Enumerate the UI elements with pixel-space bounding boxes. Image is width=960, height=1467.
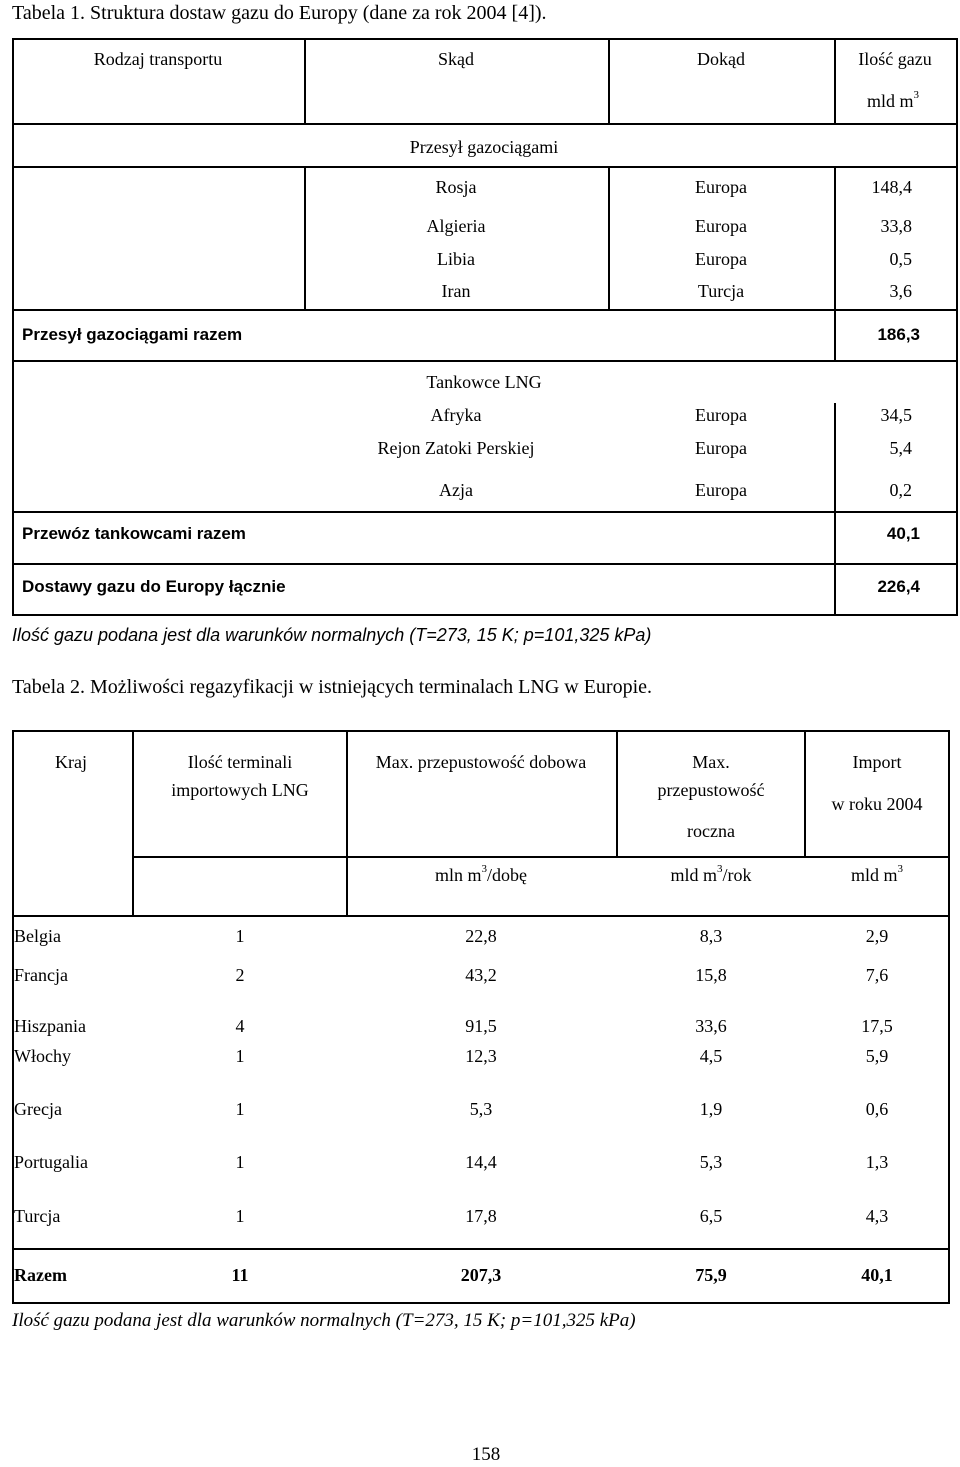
table2-note: Ilość gazu podana jest dla warunków normalnych (T=273, 15 K; p=101,325 kPa) bbox=[12, 1310, 636, 1331]
header-annual-line1: Max. bbox=[692, 752, 730, 772]
cell-terminals: 1 bbox=[235, 926, 245, 946]
cell-terminals: 4 bbox=[235, 1016, 245, 1036]
total-country: Razem bbox=[14, 1265, 67, 1285]
cell-annual: 15,8 bbox=[695, 965, 727, 985]
cell-annual: 33,6 bbox=[695, 1016, 727, 1036]
pipeline-row-to: Europa bbox=[695, 216, 747, 236]
pipeline-row-amount: 148,4 bbox=[871, 177, 912, 197]
header-terminals-line1: Ilość terminali bbox=[187, 752, 293, 772]
cell-annual: 8,3 bbox=[699, 926, 723, 946]
pipeline-row-amount: 3,6 bbox=[889, 281, 912, 301]
cell-import: 2,9 bbox=[865, 926, 889, 946]
cell-annual: 1,9 bbox=[699, 1099, 723, 1119]
lng-row-from: Rejon Zatoki Perskiej bbox=[377, 438, 535, 458]
cell-import: 1,3 bbox=[865, 1152, 889, 1172]
grand-total-value: 226,4 bbox=[877, 577, 920, 596]
cell-daily: 14,4 bbox=[465, 1152, 497, 1172]
lng-total-label: Przewóz tankowcami razem bbox=[22, 524, 246, 543]
table1-caption: Tabela 1. Struktura dostaw gazu do Europy (dane za rok 2004 [4]). bbox=[12, 2, 547, 24]
header-daily: Max. przepustowość dobowa bbox=[375, 752, 587, 772]
cell-terminals: 1 bbox=[235, 1046, 245, 1066]
total-annual: 75,9 bbox=[695, 1265, 727, 1285]
cell-import: 4,3 bbox=[865, 1206, 889, 1226]
header-transport: Rodzaj transportu bbox=[93, 49, 223, 69]
unit-import: mld $m^3$ bbox=[850, 863, 904, 885]
header-import-line2: w roku 2004 bbox=[831, 794, 923, 814]
cell-country: Francja bbox=[14, 965, 68, 985]
lng-row-to: Europa bbox=[695, 405, 747, 425]
header-annual-line3: roczna bbox=[687, 821, 735, 841]
cell-country: Portugalia bbox=[14, 1152, 88, 1172]
header-unit: mld $m^3$ bbox=[867, 89, 920, 111]
grand-total-label: Dostawy gazu do Europy łącznie bbox=[22, 577, 286, 596]
total-import: 40,1 bbox=[861, 1265, 893, 1285]
cell-import: 17,5 bbox=[861, 1016, 893, 1036]
page-number: 158 bbox=[471, 1444, 501, 1465]
lng-row-from: Azja bbox=[439, 480, 473, 500]
table1-note: Ilość gazu podana jest dla warunków normalnych (T=273, 15 K; p=101,325 kPa) bbox=[12, 625, 652, 645]
cell-terminals: 1 bbox=[235, 1099, 245, 1119]
header-amount: Ilość gazu bbox=[858, 49, 932, 69]
total-daily: 207,3 bbox=[460, 1265, 502, 1285]
cell-terminals: 1 bbox=[235, 1206, 245, 1226]
pipeline-row-to: Europa bbox=[695, 177, 747, 197]
pipeline-row-amount: 33,8 bbox=[880, 216, 912, 236]
cell-country: Hiszpania bbox=[14, 1016, 86, 1036]
cell-daily: 5,3 bbox=[469, 1099, 493, 1119]
pipeline-row-from: Iran bbox=[441, 281, 471, 301]
cell-import: 5,9 bbox=[865, 1046, 889, 1066]
header-annual-line2: przepustowość bbox=[657, 780, 765, 800]
header-country: Kraj bbox=[55, 752, 87, 772]
table2-caption: Tabela 2. Możliwości regazyfikacji w istniejących terminalach LNG w Europie. bbox=[12, 676, 653, 698]
unit-daily: mln $m^3$/dobę bbox=[434, 863, 528, 885]
cell-country: Włochy bbox=[14, 1046, 71, 1066]
cell-terminals: 2 bbox=[235, 965, 245, 985]
lng-row-to: Europa bbox=[695, 438, 747, 458]
header-from: Skąd bbox=[438, 49, 474, 69]
pipeline-row-to: Turcja bbox=[697, 281, 745, 301]
lng-row-amount: 34,5 bbox=[880, 405, 912, 425]
cell-country: Belgia bbox=[14, 926, 61, 946]
cell-daily: 91,5 bbox=[465, 1016, 497, 1036]
total-terminals: 11 bbox=[231, 1265, 249, 1285]
cell-country: Grecja bbox=[14, 1099, 62, 1119]
header-terminals-line2: importowych LNG bbox=[171, 780, 309, 800]
lng-row-amount: 5,4 bbox=[889, 438, 912, 458]
cell-country: Turcja bbox=[14, 1206, 61, 1226]
cell-daily: 43,2 bbox=[465, 965, 497, 985]
header-to: Dokąd bbox=[697, 49, 745, 69]
pipeline-total-value: 186,3 bbox=[877, 325, 920, 344]
pipeline-total-label: Przesył gazociągami razem bbox=[22, 325, 243, 344]
pipeline-row-to: Europa bbox=[695, 249, 747, 269]
pipeline-row-from: Rosja bbox=[435, 177, 477, 197]
lng-row-to: Europa bbox=[695, 480, 747, 500]
pipeline-row-from: Libia bbox=[437, 249, 475, 269]
lng-row-from: Afryka bbox=[430, 405, 482, 425]
pipeline-row-from: Algieria bbox=[426, 216, 486, 236]
cell-daily: 12,3 bbox=[465, 1046, 497, 1066]
cell-import: 7,6 bbox=[865, 965, 889, 985]
lng-row-amount: 0,2 bbox=[889, 480, 912, 500]
cell-terminals: 1 bbox=[235, 1152, 245, 1172]
cell-annual: 6,5 bbox=[699, 1206, 723, 1226]
cell-daily: 17,8 bbox=[465, 1206, 497, 1226]
lng-total-value: 40,1 bbox=[886, 524, 920, 543]
pipeline-row-amount: 0,5 bbox=[889, 249, 912, 269]
header-import-line1: Import bbox=[852, 752, 902, 772]
unit-annual: mld $m^3$/rok bbox=[670, 863, 752, 885]
cell-annual: 5,3 bbox=[699, 1152, 723, 1172]
cell-annual: 4,5 bbox=[699, 1046, 723, 1066]
cell-daily: 22,8 bbox=[465, 926, 497, 946]
pipeline-section-title: Przesył gazociągami bbox=[409, 137, 559, 157]
lng-section-title: Tankowce LNG bbox=[426, 372, 542, 392]
cell-import: 0,6 bbox=[865, 1099, 889, 1119]
